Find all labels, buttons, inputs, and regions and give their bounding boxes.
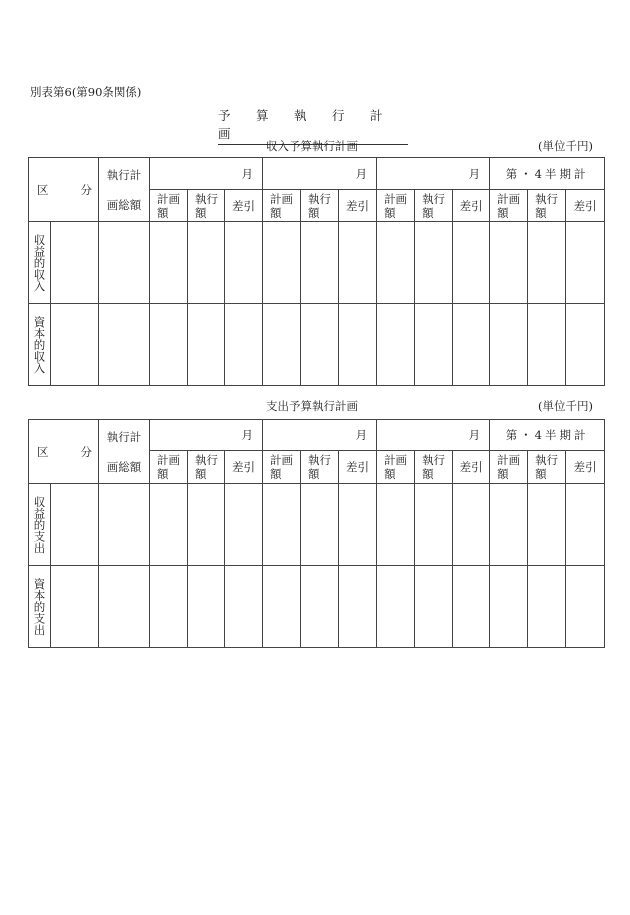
- sub-exec-1: 執行: [422, 191, 446, 206]
- empty-cell: [301, 566, 339, 648]
- sub-exec-1: 執行: [308, 453, 332, 467]
- empty-cell: [51, 566, 99, 648]
- empty-cell: [51, 484, 99, 566]
- sub-plan: [150, 451, 188, 484]
- sub-plan: [150, 190, 188, 222]
- sub-exec-1: 執行: [195, 191, 218, 206]
- row-label: 収益的支出: [29, 484, 51, 566]
- kubun-char-1: 区: [37, 444, 49, 459]
- sub-plan-2: 額: [497, 205, 509, 220]
- empty-cell: [490, 484, 528, 566]
- empty-cell: [528, 484, 566, 566]
- empty-cell: [566, 222, 605, 304]
- sub-plan-1: 計画: [497, 191, 521, 206]
- empty-cell: [339, 566, 377, 648]
- total-plan-line-2: 画総額: [106, 459, 142, 474]
- sub-diff: 差引: [225, 190, 263, 222]
- row-label: 資本的支出: [29, 566, 51, 648]
- sub-exec-2: 額: [308, 467, 320, 481]
- header-quarter: 第・4半期計: [490, 158, 605, 190]
- header-total-plan: [99, 420, 150, 484]
- title-char: 算: [256, 108, 269, 123]
- sub-plan: [377, 190, 415, 222]
- empty-cell: [99, 304, 150, 386]
- sub-exec-2: 額: [195, 205, 207, 220]
- table-row: [29, 484, 605, 566]
- empty-cell: [225, 222, 263, 304]
- empty-cell: [99, 222, 150, 304]
- income-plan-table: [28, 157, 605, 386]
- sub-exec-2: 額: [195, 467, 207, 481]
- header-kubun: [29, 420, 99, 484]
- sub-exec: [415, 451, 453, 484]
- sub-plan-1: 計画: [157, 453, 180, 467]
- total-plan-line-1: 執行計: [106, 429, 142, 444]
- empty-cell: [566, 484, 605, 566]
- sub-exec-1: 執行: [535, 191, 559, 206]
- sub-exec-2: 額: [308, 205, 320, 220]
- empty-cell: [99, 566, 150, 648]
- sub-diff: 差引: [453, 190, 490, 222]
- empty-cell: [453, 566, 490, 648]
- sub-exec-2: 額: [422, 205, 434, 220]
- empty-cell: [528, 222, 566, 304]
- empty-cell: [51, 222, 99, 304]
- sub-exec: [301, 190, 339, 222]
- sub-exec-2: 額: [535, 467, 547, 481]
- header-month-1: 月: [150, 158, 263, 190]
- empty-cell: [188, 484, 225, 566]
- total-plan-line-1: 執行計: [106, 167, 142, 182]
- empty-cell: [263, 484, 301, 566]
- unit-label: (単位千円): [538, 139, 593, 153]
- table-subtitle: 収入予算執行計画: [266, 139, 358, 153]
- sub-exec-2: 額: [535, 205, 547, 220]
- sub-diff: 差引: [453, 451, 490, 484]
- title-char: 行: [332, 108, 345, 123]
- sub-plan-1: 計画: [270, 453, 294, 467]
- empty-cell: [490, 566, 528, 648]
- sub-exec-1: 執行: [535, 453, 559, 467]
- sub-plan-1: 計画: [497, 453, 521, 467]
- empty-cell: [490, 304, 528, 386]
- empty-cell: [566, 566, 605, 648]
- empty-cell: [188, 304, 225, 386]
- table-subtitle: 支出予算執行計画: [266, 399, 358, 413]
- header-kubun: [29, 158, 99, 222]
- empty-cell: [415, 484, 453, 566]
- sub-plan-2: 額: [270, 205, 282, 220]
- sub-exec: [188, 451, 225, 484]
- sub-plan: [490, 451, 528, 484]
- sub-plan-1: 計画: [157, 191, 180, 206]
- empty-cell: [99, 484, 150, 566]
- empty-cell: [150, 222, 188, 304]
- empty-cell: [415, 304, 453, 386]
- empty-cell: [528, 566, 566, 648]
- empty-cell: [150, 304, 188, 386]
- empty-cell: [339, 484, 377, 566]
- sub-diff: 差引: [225, 451, 263, 484]
- header-total-plan: [99, 158, 150, 222]
- sub-plan-2: 額: [384, 205, 396, 220]
- header-month-2: 月: [263, 158, 377, 190]
- table-row: [29, 222, 605, 304]
- empty-cell: [225, 304, 263, 386]
- sub-plan-2: 額: [384, 467, 396, 481]
- sub-exec: [415, 190, 453, 222]
- sub-exec-2: 額: [422, 467, 434, 481]
- title-char: 画: [218, 126, 231, 141]
- row-label: 資本的収入: [29, 304, 51, 386]
- unit-label: (単位千円): [538, 399, 593, 413]
- header-month-3: 月: [377, 420, 490, 451]
- empty-cell: [263, 222, 301, 304]
- empty-cell: [377, 304, 415, 386]
- empty-cell: [301, 304, 339, 386]
- empty-cell: [263, 304, 301, 386]
- sub-plan-2: 額: [497, 467, 509, 481]
- sub-exec: [528, 451, 566, 484]
- empty-cell: [150, 566, 188, 648]
- empty-cell: [188, 566, 225, 648]
- title-char: 執: [294, 108, 307, 123]
- empty-cell: [377, 222, 415, 304]
- expense-plan-table: [28, 419, 605, 648]
- empty-cell: [453, 304, 490, 386]
- empty-cell: [566, 304, 605, 386]
- header-month-1: 月: [150, 420, 263, 451]
- empty-cell: [453, 484, 490, 566]
- kubun-char-1: 区: [37, 182, 49, 197]
- sub-plan: [490, 190, 528, 222]
- empty-cell: [225, 566, 263, 648]
- empty-cell: [377, 566, 415, 648]
- table-row: [29, 566, 605, 648]
- empty-cell: [301, 222, 339, 304]
- empty-cell: [150, 484, 188, 566]
- row-label: 収益的収入: [29, 222, 51, 304]
- sub-plan-2: 額: [157, 205, 169, 220]
- sub-plan: [263, 451, 301, 484]
- title-char: 計: [370, 108, 383, 123]
- sub-exec: [301, 451, 339, 484]
- empty-cell: [301, 484, 339, 566]
- sub-exec: [188, 190, 225, 222]
- sub-exec-1: 執行: [422, 453, 446, 467]
- empty-cell: [339, 304, 377, 386]
- empty-cell: [339, 222, 377, 304]
- sub-diff: 差引: [339, 451, 377, 484]
- kubun-char-2: 分: [80, 444, 92, 459]
- empty-cell: [453, 222, 490, 304]
- sub-plan-2: 額: [270, 467, 282, 481]
- empty-cell: [51, 304, 99, 386]
- sub-plan-1: 計画: [384, 191, 408, 206]
- total-plan-line-2: 画総額: [106, 197, 142, 212]
- sub-plan-1: 計画: [270, 191, 294, 206]
- sub-plan: [263, 190, 301, 222]
- empty-cell: [225, 484, 263, 566]
- sub-exec-1: 執行: [308, 191, 332, 206]
- sub-exec-1: 執行: [195, 453, 218, 467]
- empty-cell: [415, 566, 453, 648]
- empty-cell: [490, 222, 528, 304]
- sub-exec: [528, 190, 566, 222]
- empty-cell: [188, 222, 225, 304]
- title-char: 予: [218, 108, 231, 123]
- sub-plan-2: 額: [157, 467, 169, 481]
- sub-diff: 差引: [566, 451, 605, 484]
- empty-cell: [528, 304, 566, 386]
- header-month-2: 月: [263, 420, 377, 451]
- header-month-3: 月: [377, 158, 490, 190]
- empty-cell: [377, 484, 415, 566]
- document-caption: 別表第6(第90条関係): [30, 85, 142, 99]
- sub-plan-1: 計画: [384, 453, 408, 467]
- header-quarter: 第・4半期計: [490, 420, 605, 451]
- sub-diff: 差引: [566, 190, 605, 222]
- table-row: [29, 304, 605, 386]
- empty-cell: [263, 566, 301, 648]
- sub-plan: [377, 451, 415, 484]
- kubun-char-2: 分: [80, 182, 92, 197]
- sub-diff: 差引: [339, 190, 377, 222]
- empty-cell: [415, 222, 453, 304]
